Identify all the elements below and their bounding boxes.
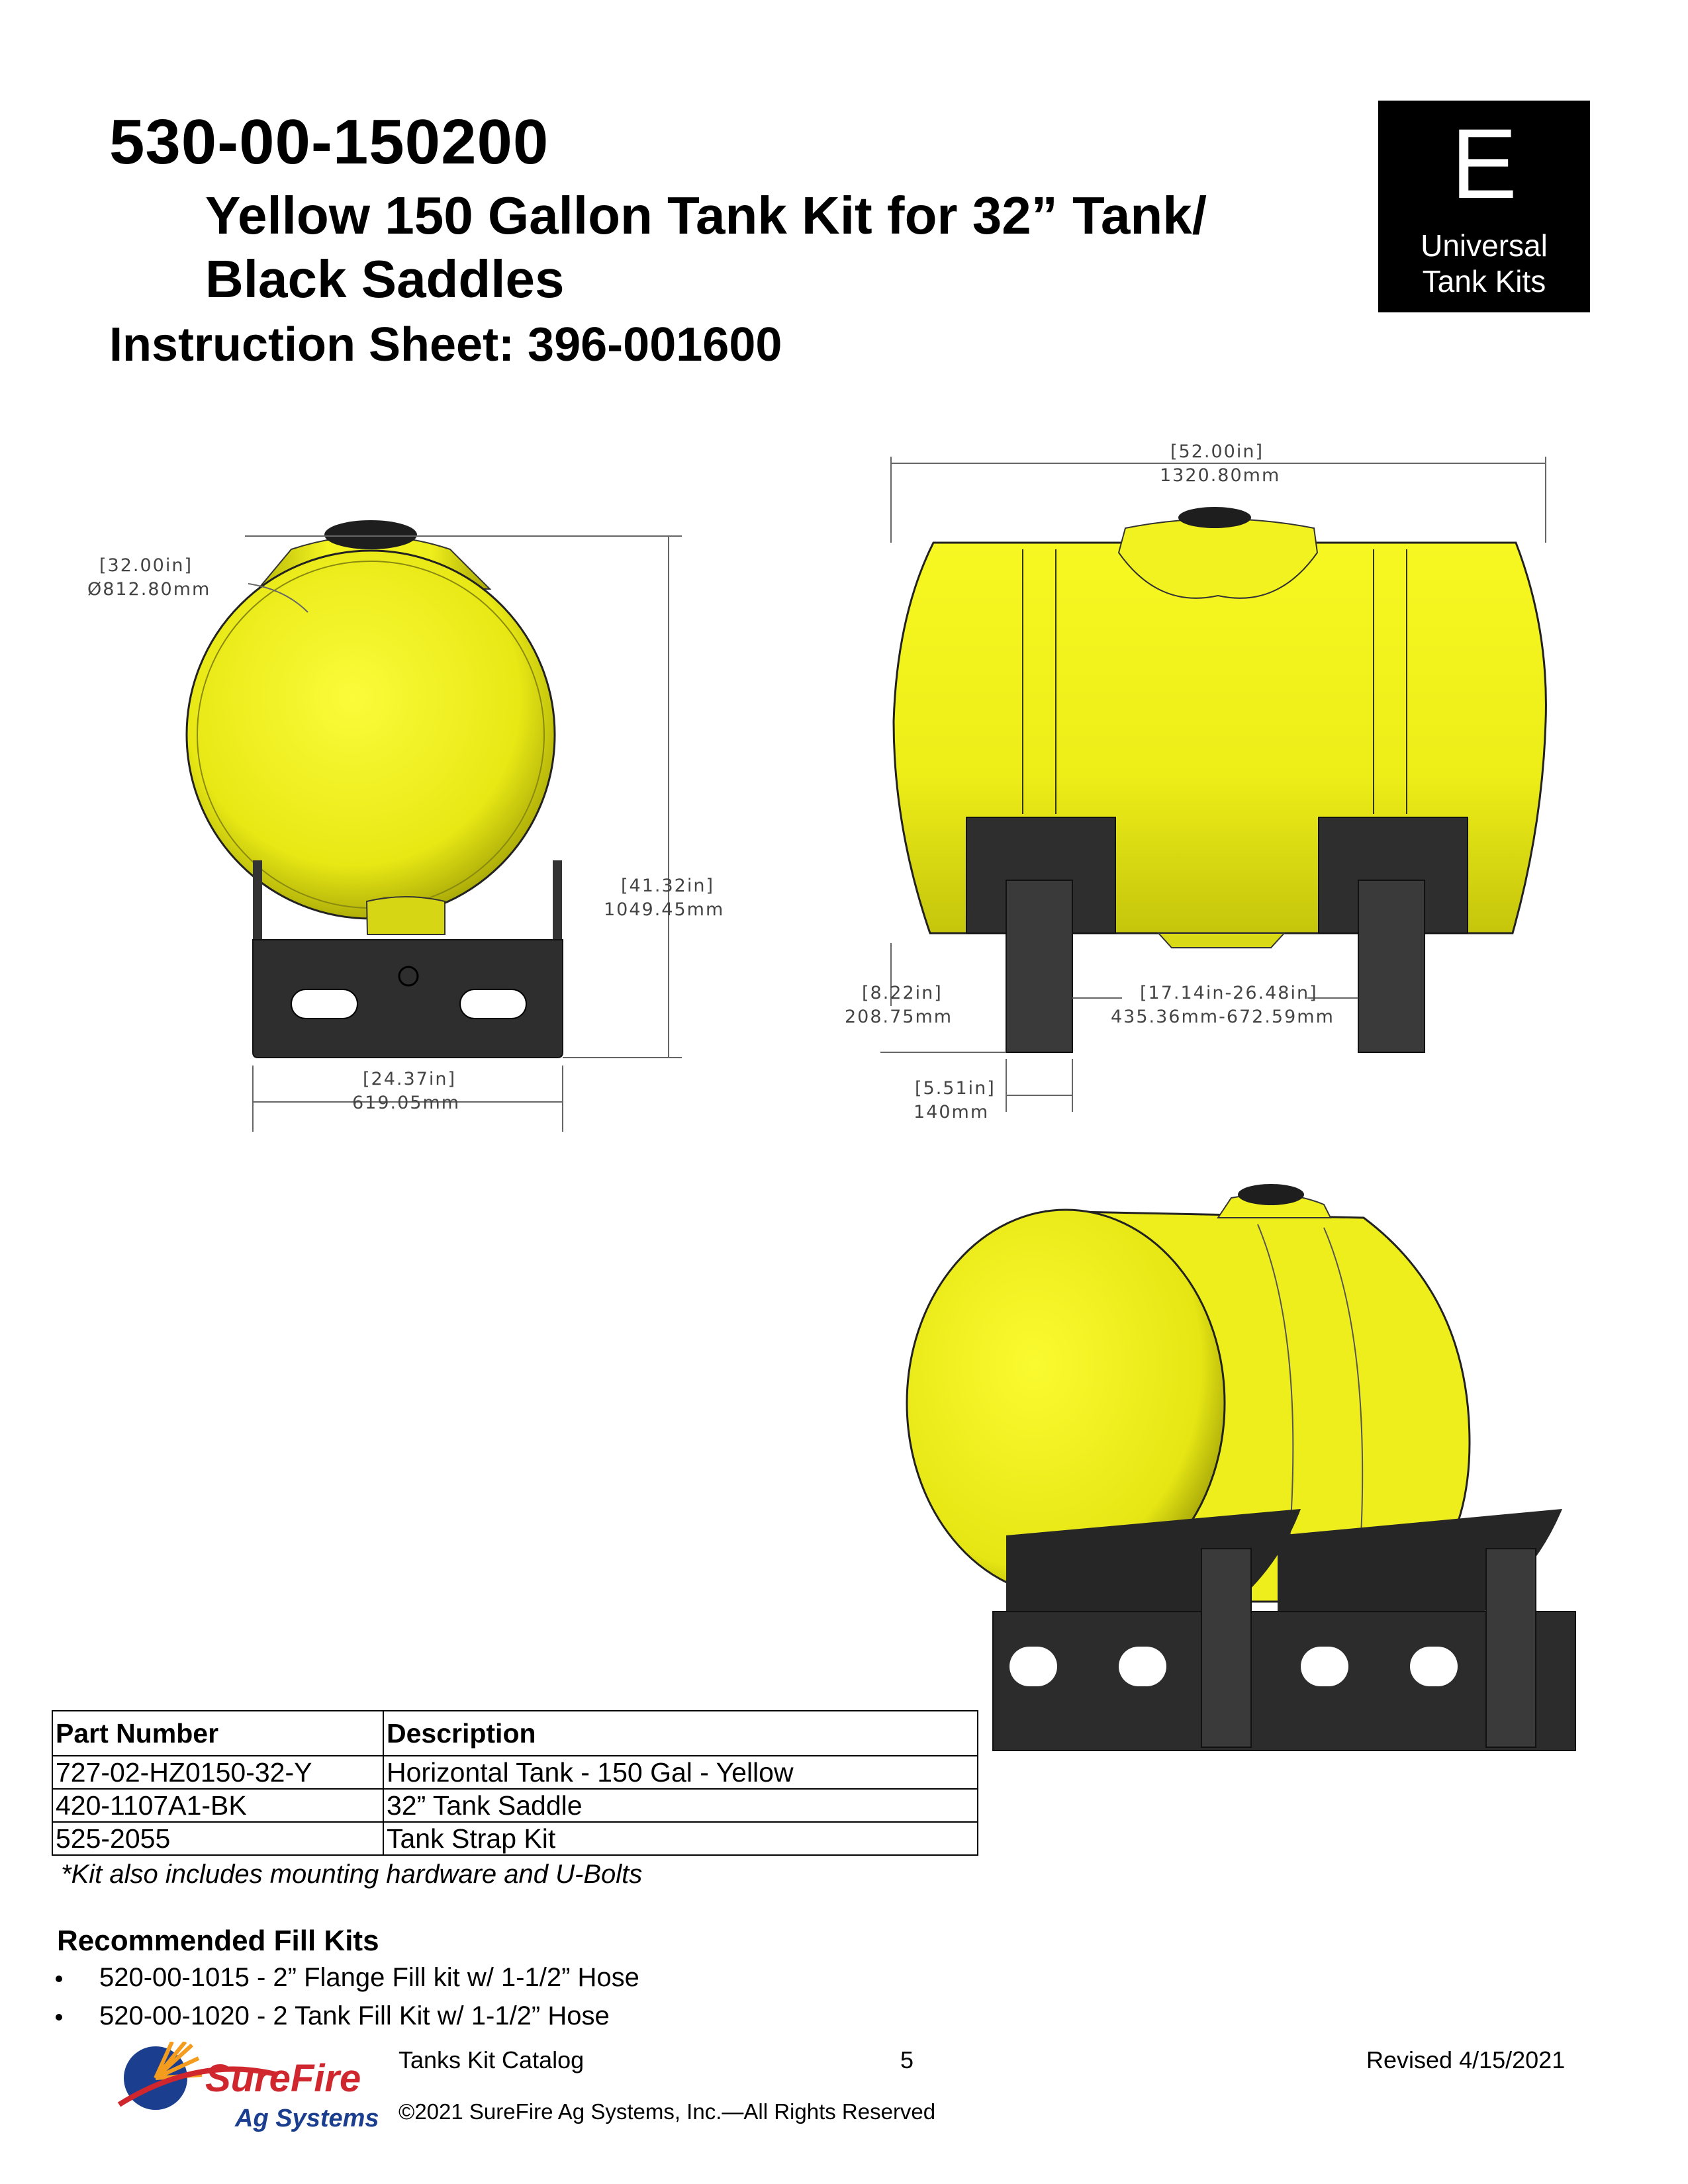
logo-subtext: Ag Systems bbox=[235, 2105, 379, 2132]
kit-title-line2: Black Saddles bbox=[205, 250, 565, 308]
isometric-view-drawing bbox=[900, 1178, 1615, 1774]
table-row bbox=[52, 1756, 978, 1789]
kit-title-line1: Yellow 150 Gallon Tank Kit for 32” Tank/ bbox=[205, 186, 1207, 245]
width-mm: 619.05mm bbox=[352, 1093, 461, 1113]
logo-text: SureFire bbox=[205, 2057, 361, 2100]
footer-catalog: Tanks Kit Catalog bbox=[399, 2046, 585, 2073]
kit-title bbox=[205, 184, 1397, 311]
list-item bbox=[56, 1963, 639, 1993]
fill-kit-text: 520-00-1015 - 2” Flange Fill kit w/ 1-1/2” Hose bbox=[99, 1963, 639, 1992]
width-in: [24.37in] bbox=[363, 1069, 456, 1089]
revised-date: Revised 4/15/2021 bbox=[1366, 2046, 1566, 2073]
height-in: [41.32in] bbox=[621, 876, 714, 896]
description-cell: Horizontal Tank - 150 Gal - Yellow bbox=[383, 1756, 978, 1789]
page-number: 5 bbox=[900, 2046, 914, 2073]
badge-line2: Tank Kits bbox=[1422, 264, 1546, 298]
spacing-mm: 435.36mm-672.59mm bbox=[1111, 1007, 1335, 1027]
part-number-cell: 727-02-HZ0150-32-Y bbox=[52, 1756, 383, 1789]
column-header: Part Number bbox=[52, 1711, 383, 1756]
section-badge bbox=[1378, 101, 1590, 312]
kit-note: *Kit also includes mounting hardware and U-Bolts bbox=[61, 1860, 643, 1889]
clearance-mm: 208.75mm bbox=[845, 1007, 953, 1027]
list-item bbox=[56, 2001, 610, 2031]
parts-table bbox=[52, 1710, 978, 1856]
diameter-in: [32.00in] bbox=[99, 555, 193, 576]
fill-kit-text: 520-00-1020 - 2 Tank Fill Kit w/ 1-1/2” Hose bbox=[99, 2001, 610, 2030]
column-header: Description bbox=[383, 1711, 978, 1756]
length-in: [52.00in] bbox=[1170, 441, 1264, 462]
surefire-logo bbox=[106, 2042, 391, 2141]
table-row bbox=[52, 1822, 978, 1855]
instruction-sheet: Instruction Sheet: 396-001600 bbox=[109, 318, 782, 371]
copyright: ©2021 SureFire Ag Systems, Inc.—All Rights Reserved bbox=[399, 2099, 936, 2124]
description-cell: 32” Tank Saddle bbox=[383, 1789, 978, 1822]
bullet-icon bbox=[56, 1976, 62, 1982]
fill-kits-heading: Recommended Fill Kits bbox=[57, 1925, 379, 1957]
spacing-in: [17.14in-26.48in] bbox=[1140, 983, 1318, 1003]
length-mm: 1320.80mm bbox=[1160, 465, 1281, 486]
height-mm: 1049.45mm bbox=[604, 899, 725, 920]
description-cell: Tank Strap Kit bbox=[383, 1822, 978, 1855]
badge-letter: E bbox=[1450, 108, 1518, 219]
badge-line1: Universal bbox=[1421, 228, 1548, 263]
table-header-row bbox=[52, 1711, 978, 1756]
bullet-icon bbox=[56, 2014, 62, 2021]
table-row bbox=[52, 1789, 978, 1822]
part-number: 530-00-150200 bbox=[109, 107, 549, 177]
diameter-mm: Ø812.80mm bbox=[87, 579, 211, 600]
foot-mm: 140mm bbox=[914, 1102, 990, 1122]
part-number-cell: 525-2055 bbox=[52, 1822, 383, 1855]
part-number-cell: 420-1107A1-BK bbox=[52, 1789, 383, 1822]
clearance-in: [8.22in] bbox=[862, 983, 943, 1003]
foot-in: [5.51in] bbox=[915, 1078, 996, 1099]
